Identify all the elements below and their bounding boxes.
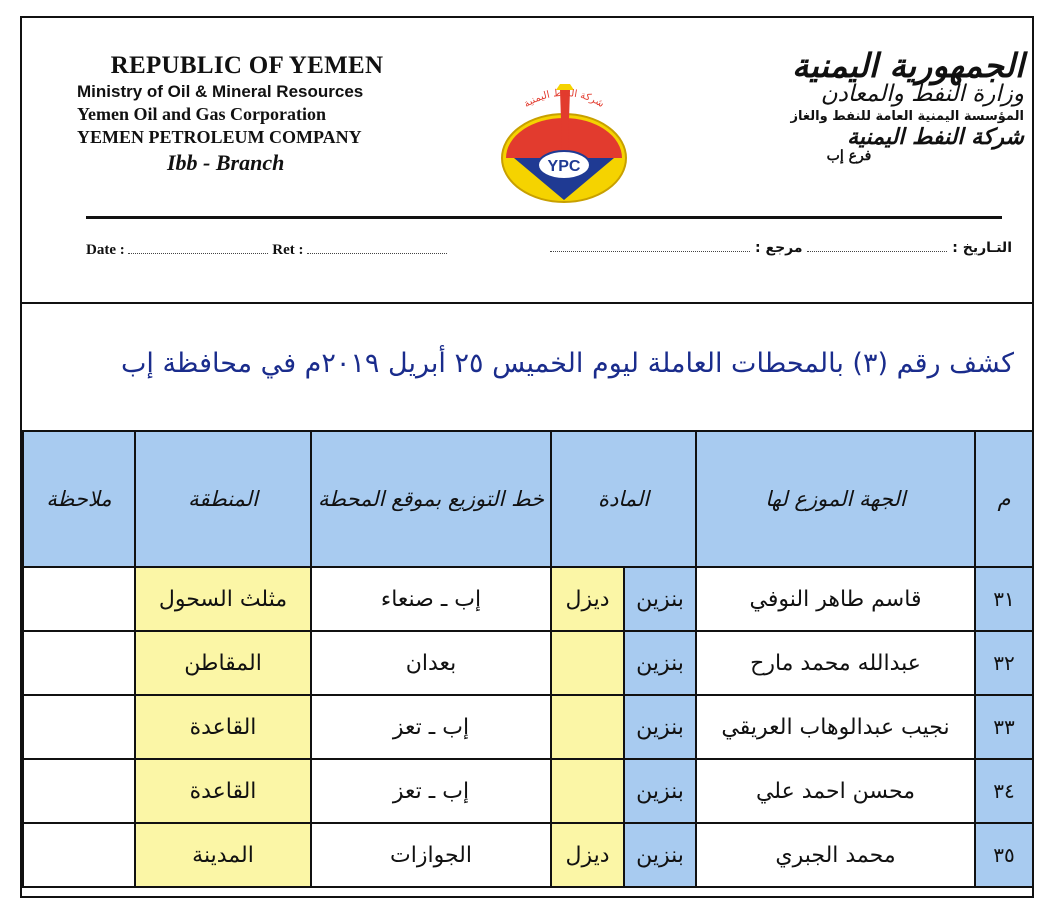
ref-line-ar [550, 251, 750, 252]
ar-line-company: شركة النفط اليمنية [847, 124, 1024, 150]
date-ref-arabic [550, 240, 1012, 256]
header-area: المنطقة [135, 431, 311, 567]
row-diesel [551, 695, 624, 759]
en-line-company: YEMEN PETROLEUM COMPANY [77, 127, 362, 147]
row-num: ٣٢ [975, 631, 1033, 695]
row-petrol: بنزين [624, 567, 696, 631]
row-area: المدينة [135, 823, 311, 887]
row-num: ٣٣ [975, 695, 1033, 759]
letterhead-english [77, 52, 417, 176]
row-diesel [551, 631, 624, 695]
letterhead [22, 18, 1032, 304]
ref-line-en [307, 253, 447, 254]
row-line: إب ـ صنعاء [311, 567, 551, 631]
row-num: ٣٤ [975, 759, 1033, 823]
row-petrol: بنزين [624, 695, 696, 759]
row-recipient: محمد الجبري [696, 823, 975, 887]
document-frame [20, 16, 1034, 898]
logo-ring-text: شركة النفط اليمنية [521, 87, 606, 111]
row-recipient: نجيب عبدالوهاب العريقي [696, 695, 975, 759]
row-area: مثلث السحول [135, 567, 311, 631]
ref-label-ar: مرجع : [755, 240, 803, 256]
row-petrol: بنزين [624, 759, 696, 823]
en-line-branch: Ibb - Branch [167, 150, 285, 175]
row-note [23, 631, 135, 695]
en-line-corporation: Yemen Oil and Gas Corporation [77, 104, 327, 124]
ar-line-ministry: وزارة النفط والمعادن [820, 81, 1024, 107]
row-line: بعدان [311, 631, 551, 695]
ypc-logo-icon [474, 70, 654, 210]
date-line-ar [807, 251, 947, 252]
table-row [23, 695, 1033, 759]
row-line: إب ـ تعز [311, 695, 551, 759]
date-line-en [128, 253, 268, 254]
header-recipient: الجهة الموزع لها [696, 431, 975, 567]
row-recipient: محسن احمد علي [696, 759, 975, 823]
ar-line-republic: الجمهورية اليمنية [791, 46, 1024, 85]
table-row [23, 567, 1033, 631]
title-band [22, 302, 1032, 432]
row-recipient: عبدالله محمد مارح [696, 631, 975, 695]
header-note: ملاحظة [23, 431, 135, 567]
row-diesel: ديزل [551, 823, 624, 887]
table-row [23, 759, 1033, 823]
row-area: المقاطن [135, 631, 311, 695]
date-label-ar: التـاريخ : [952, 240, 1012, 256]
row-note [23, 695, 135, 759]
header-num: م [975, 431, 1033, 567]
row-petrol: بنزين [624, 823, 696, 887]
ar-line-corporation: المؤسسة اليمنية العامة للنفط والغاز [790, 109, 1024, 124]
table-row [23, 823, 1033, 887]
row-area: القاعدة [135, 695, 311, 759]
letterhead-divider [86, 216, 1002, 219]
letterhead-arabic [734, 46, 1024, 164]
date-label-en: Date : [86, 242, 125, 258]
row-diesel: ديزل [551, 567, 624, 631]
row-line: إب ـ تعز [311, 759, 551, 823]
en-line-republic: REPUBLIC OF YEMEN [110, 52, 384, 79]
row-num: ٣٥ [975, 823, 1033, 887]
row-diesel [551, 759, 624, 823]
ref-label-en: Ret : [272, 242, 304, 258]
row-recipient: قاسم طاهر النوفي [696, 567, 975, 631]
row-petrol: بنزين [624, 631, 696, 695]
row-note [23, 759, 135, 823]
stations-table [22, 430, 1034, 888]
table-header-row [23, 431, 1033, 567]
row-num: ٣١ [975, 567, 1033, 631]
row-note [23, 823, 135, 887]
logo-ypc-text: YPC [547, 158, 581, 175]
document-title: كشف رقم (٣) بالمحطات العاملة ليوم الخميس ٢٥ أبريل ٢٠١٩م في محافظة إب [120, 348, 1014, 379]
en-line-ministry: Ministry of Oil & Mineral Resources [77, 82, 364, 101]
header-material: المادة [551, 431, 696, 567]
date-ref-english [86, 242, 447, 259]
row-line: الجوازات [311, 823, 551, 887]
header-line: خط التوزيع بموقع المحطة [311, 431, 551, 567]
ar-line-branch: فرع إب [826, 148, 872, 164]
table-row [23, 631, 1033, 695]
row-note [23, 567, 135, 631]
row-area: القاعدة [135, 759, 311, 823]
